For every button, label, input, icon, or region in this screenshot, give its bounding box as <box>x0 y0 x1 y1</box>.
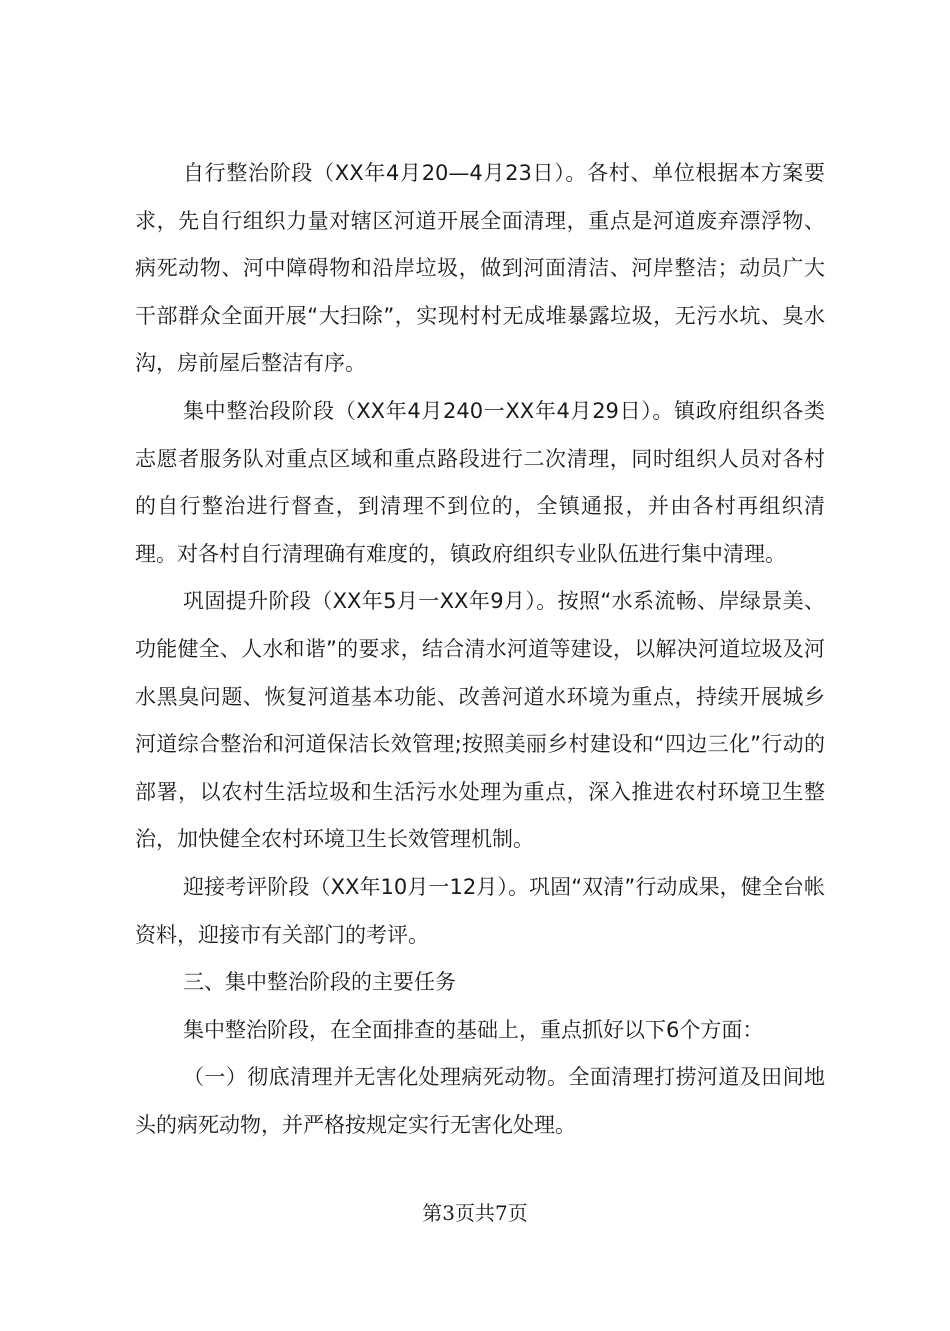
paragraph-task-intro: 集中整治阶段，在全面排查的基础上，重点抓好以下6个方面： <box>183 1017 764 1042</box>
paragraph-task-one: （一）彻底清理并无害化处理病死动物。全面清理打捞河道及田间地头的病死动物，并严格按规定实行无害化处理。 <box>135 1065 825 1137</box>
page-number-footer: 第3页共7页 <box>422 1201 528 1225</box>
paragraph-concentrated-rectification-stage: 集中整治段阶段（XX年4月240一XX年4月29日）。镇政府组织各类志愿者服务队对重点区域和重点路段进行二次清理，同时组织人员对各村的自行整治进行督查，到清理不到位的，全镇通报，并由各村再组织清理。对各村自行清理确有难度的，镇政府组织专业队伍进行集中清理。 <box>135 398 825 566</box>
paragraph-consolidation-stage: 巩固提升阶段（XX年5月一XX年9月）。按照“水系流畅、岸绿景美、功能健全、人水和谐”的要求，结合清水河道等建设，以解决河道垃圾及河水黑臭问题、恢复河道基本功能、改善河道水环境为重点，持续开展城乡河道综合整治和河道保洁长效管理;按照美丽乡村建设和“四边三化”行动的部署，以农村生活垃圾和生活污水处理为重点，深入推进农村环境卫生整治，加快健全农村环境卫生长效管理机制。 <box>135 589 825 852</box>
document-body <box>135 150 825 1149</box>
paragraph-self-rectification-stage: 自行整治阶段（XX年4月20—4月23日）。各村、单位根据本方案要求，先自行组织力量对辖区河道开展全面清理，重点是河道废弃漂浮物、病死动物、河中障碍物和沿岸垃圾，做到河面清洁、河岸整洁；动员广大干部群众全面开展“大扫除”，实现村村无成堆暴露垃圾，无污水坑、臭水沟，房前屋后整洁有序。 <box>135 161 825 376</box>
section-heading-main-tasks: 三、集中整治阶段的主要任务 <box>183 970 456 995</box>
paragraph-evaluation-stage: 迎接考评阶段（XX年10月一12月）。巩固“双清”行动成果，健全台帐资料，迎接市有关部门的考评。 <box>135 874 825 947</box>
